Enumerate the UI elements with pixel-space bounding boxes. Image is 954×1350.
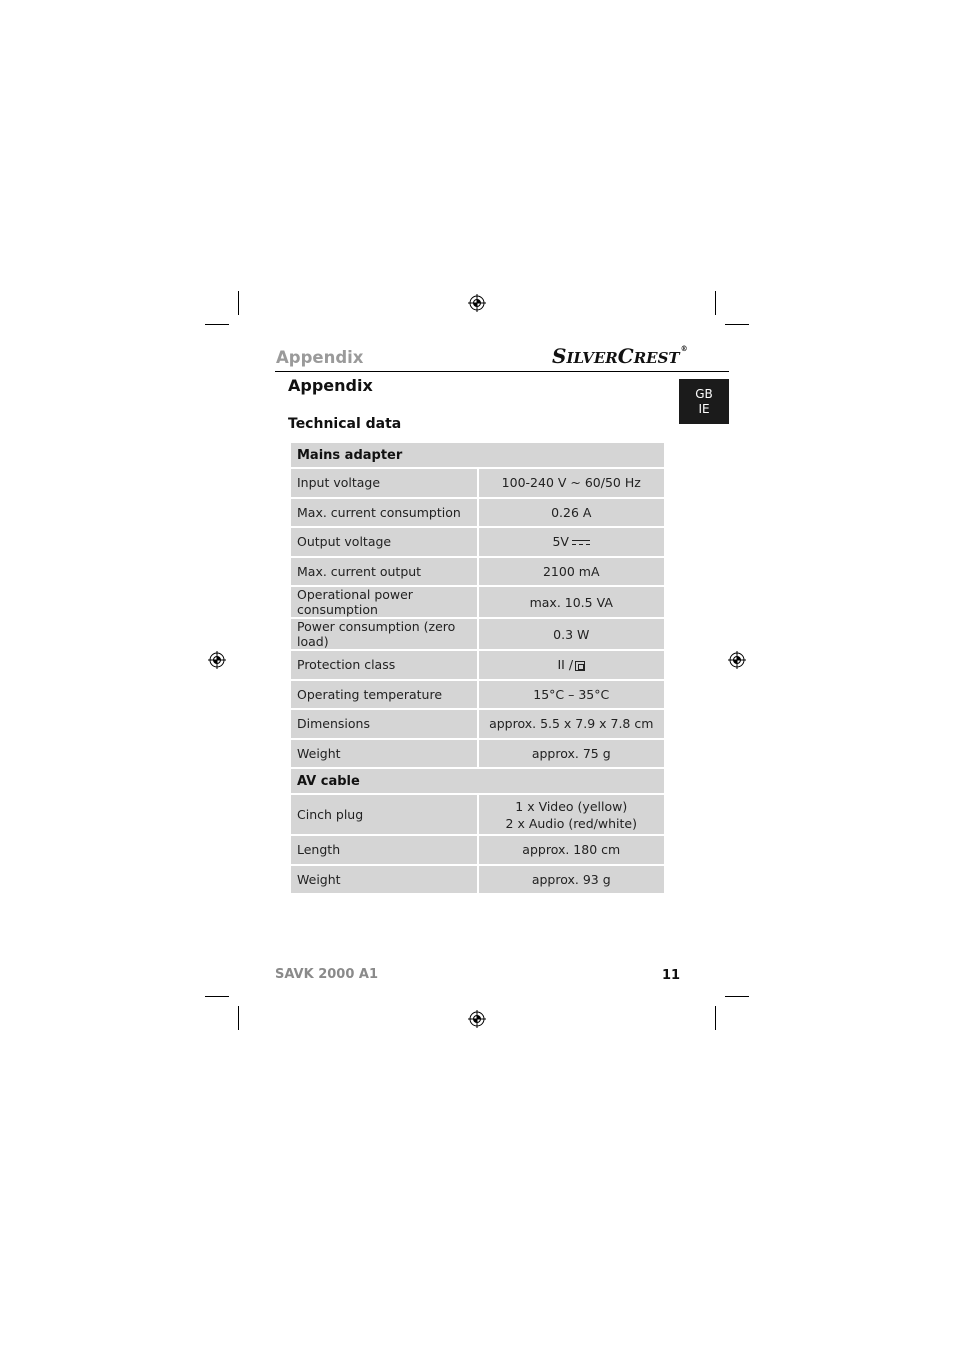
- group-heading: AV cable: [290, 768, 665, 794]
- subsection-title: Technical data: [288, 416, 402, 432]
- table-row: [290, 650, 665, 680]
- spec-value: 5V: [552, 534, 569, 550]
- protection-class-ii-icon: [575, 661, 585, 671]
- table-row: [290, 709, 665, 739]
- spec-value: approx. 180 cm: [478, 835, 666, 865]
- spec-value: II /: [557, 657, 574, 673]
- spec-value: approx. 75 g: [478, 739, 666, 769]
- spec-value: approx. 5.5 x 7.9 x 7.8 cm: [478, 709, 666, 739]
- table-group-row: [290, 768, 665, 794]
- crop-mark: [725, 996, 749, 997]
- table-row: [290, 586, 665, 618]
- section-title: Appendix: [288, 376, 373, 395]
- table-row: [290, 498, 665, 528]
- spec-value: 0.26 A: [478, 498, 666, 528]
- spec-label: Dimensions: [290, 709, 478, 739]
- header-rule: [275, 371, 729, 372]
- spec-value: 1 x Video (yellow): [515, 798, 628, 814]
- spec-value-cell: [478, 527, 666, 557]
- table-row: [290, 739, 665, 769]
- table-row: [290, 794, 665, 835]
- spec-value: approx. 93 g: [478, 865, 666, 895]
- spec-label: Cinch plug: [290, 794, 478, 835]
- spec-value-cell: [478, 650, 666, 680]
- language-code: IE: [698, 402, 710, 416]
- registration-mark-icon: [468, 1010, 486, 1028]
- spec-label: Output voltage: [290, 527, 478, 557]
- language-code: GB: [695, 387, 713, 401]
- page-number: 11: [662, 968, 681, 983]
- table-group-row: [290, 442, 665, 468]
- running-header-title: Appendix: [276, 348, 364, 367]
- spec-label: Weight: [290, 739, 478, 769]
- spec-value: 15°C – 35°C: [478, 680, 666, 710]
- crop-mark: [205, 324, 229, 325]
- crop-mark: [715, 291, 716, 315]
- table-row: [290, 468, 665, 498]
- spec-label: Operational power consumption: [290, 586, 478, 618]
- spec-label: Length: [290, 835, 478, 865]
- spec-value: 2 x Audio (red/white): [505, 815, 637, 831]
- technical-data-table: [289, 441, 666, 895]
- spec-label: Protection class: [290, 650, 478, 680]
- brand-logo: SILVERCREST®: [552, 344, 688, 368]
- table-row: [290, 618, 665, 650]
- table-row: [290, 865, 665, 895]
- table-row: [290, 527, 665, 557]
- spec-value: 100-240 V ~ 60/50 Hz: [478, 468, 666, 498]
- spec-value: 0.3 W: [478, 618, 666, 650]
- table-row: [290, 835, 665, 865]
- spec-label: Max. current output: [290, 557, 478, 587]
- table-row: [290, 557, 665, 587]
- crop-mark: [238, 291, 239, 315]
- spec-value: 2100 mA: [478, 557, 666, 587]
- crop-mark: [725, 324, 749, 325]
- direct-current-icon: [572, 540, 590, 546]
- group-heading: Mains adapter: [290, 442, 665, 468]
- registration-mark-icon: [468, 294, 486, 312]
- spec-label: Input voltage: [290, 468, 478, 498]
- spec-label: Power consumption (zero load): [290, 618, 478, 650]
- spec-label: Weight: [290, 865, 478, 895]
- registration-mark-icon: [208, 651, 226, 669]
- language-tab: [679, 379, 729, 424]
- crop-mark: [238, 1006, 239, 1030]
- crop-mark: [715, 1006, 716, 1030]
- spec-label: Operating temperature: [290, 680, 478, 710]
- spec-label: Max. current consumption: [290, 498, 478, 528]
- crop-mark: [205, 996, 229, 997]
- table-row: [290, 680, 665, 710]
- spec-value: max. 10.5 VA: [478, 586, 666, 618]
- spec-value-cell: [478, 794, 666, 835]
- footer-model-number: SAVK 2000 A1: [275, 967, 379, 982]
- registration-mark-icon: [728, 651, 746, 669]
